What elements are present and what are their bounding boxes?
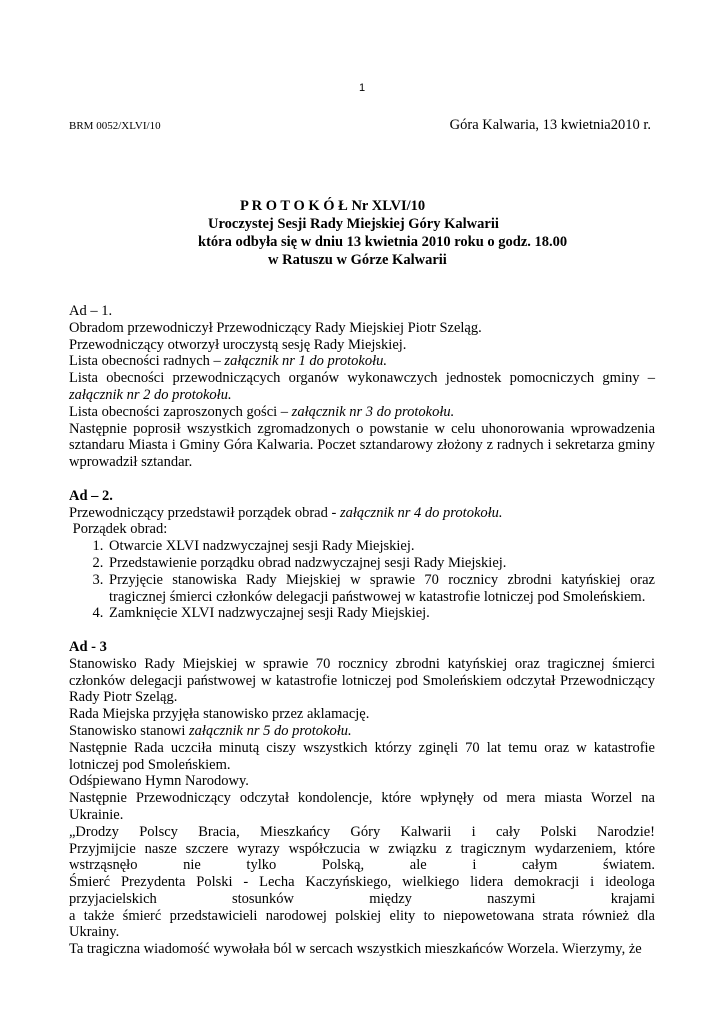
title-line-4: w Ratuszu w Górze Kalwarii — [268, 252, 447, 268]
paragraph — [69, 505, 655, 522]
paragraph — [69, 353, 655, 370]
letter-line: a także śmierć przedstawicieli narodowej polskiej elity to niepowetowana strata również dla — [69, 907, 655, 924]
agenda-item: 2. Przedstawienie porządku obrad nadzwyczajnej sesji Rady Miejskiej. — [107, 555, 655, 572]
agenda-label: Porządek obrad: — [69, 521, 168, 538]
letter-line: wstrząsnęło nie tylko Polską, ale i całym światem. — [69, 857, 655, 874]
section-ad-2 — [69, 488, 655, 622]
letter-line: przyjacielskich stosunków między naszymi krajami — [69, 890, 655, 907]
attachment-reference: załącznik nr 3 do protokołu. — [291, 403, 455, 420]
paragraph-text: Lista obecności radnych – — [69, 353, 225, 370]
place-date: Góra Kalwaria, 13 kwietnia2010 r. — [449, 117, 651, 133]
paragraph — [69, 404, 655, 421]
section-ad-1 — [69, 303, 655, 471]
title-line-2: Uroczystej Sesji Rady Miejskiej Góry Kalwarii — [208, 216, 499, 232]
letter-line: „Drodzy Polscy Bracia, Mieszkańcy Góry Kalwarii i cały Polski Narodzie! — [69, 823, 655, 840]
paragraph: Stanowisko Rady Miejskiej w sprawie 70 rocznicy zbrodni katyńskiej oraz tragicznej śmierci członków delegacji państwowej w katastrofie lotniczej pod Smoleńskiem odczytał Przewodniczący Rady Piotr Szeląg. — [69, 655, 655, 706]
attachment-reference: załącznik nr 1 do protokołu. — [224, 353, 388, 370]
paragraph-text: Lista obecności zaproszonych gości – — [69, 403, 292, 420]
letter-line: Przyjmijcie nasze szczere wyrazy współczucia w związku z tragicznym wydarzeniem, które — [69, 840, 655, 857]
letter-line: Ukrainy. — [69, 924, 120, 941]
section-heading: Ad – 2. — [69, 487, 113, 504]
title-line-1: P R O T O K Ó Ł Nr XLVI/10 — [240, 198, 426, 214]
paragraph: Ta tragiczna wiadomość wywołała ból w sercach wszystkich mieszkańców Worzela. Wierzymy, że — [69, 941, 642, 958]
paragraph-text: Przewodniczący przedstawił porządek obrad - — [69, 504, 340, 521]
title-block — [0, 197, 724, 269]
document-body — [69, 303, 655, 958]
page-number: 1 — [358, 82, 366, 94]
letter-line: Śmierć Prezydenta Polski - Lecha Kaczyńskiego, wielkiego lidera demokracji i ideologa — [69, 874, 655, 891]
paragraph: Obradom przewodniczył Przewodniczący Rady Miejskiej Piotr Szeląg. — [69, 319, 482, 336]
attachment-reference: załącznik nr 5 do protokołu. — [189, 722, 352, 739]
paragraph — [69, 370, 655, 404]
paragraph-text: Lista obecności przewodniczących organów wykonawczych jednostek pomocniczych gminy – — [69, 370, 655, 387]
section-heading: Ad – 1. — [69, 303, 113, 319]
section-heading: Ad - 3 — [69, 638, 107, 655]
paragraph: Następnie Rada uczciła minutą ciszy wszystkich którzy zginęli 70 lat temu oraz w katastrofie lotniczej pod Smoleńskiem. — [69, 739, 655, 773]
paragraph: Następnie poprosił wszystkich zgromadzonych o powstanie w celu uhonorowania wprowadzenia sztandaru Miasta i Gminy Góra Kalwaria. Poczet sztandarowy złożony z radnych i sekretarza gminy wprowadził sztandar. — [69, 420, 655, 471]
attachment-reference: załącznik nr 4 do protokołu. — [339, 504, 503, 521]
title-line-3: która odbyła się w dniu 13 kwietnia 2010 roku o godz. 18.00 — [198, 234, 568, 250]
agenda-item: 1. Otwarcie XLVI nadzwyczajnej sesji Rady Miejskiej. — [107, 538, 655, 555]
section-ad-3 — [69, 639, 655, 958]
agenda-item: 3. Przyjęcie stanowiska Rady Miejskiej w sprawie 70 rocznicy zbrodni katyńskiej oraz tragicznej śmierci członków delegacji państwowej w katastrofie lotniczej pod Smoleńskiem. — [107, 572, 655, 606]
paragraph: Następnie Przewodniczący odczytał kondolencje, które wpłynęły od mera miasta Worzel na Ukrainie. — [69, 790, 655, 823]
paragraph-text: Stanowisko stanowi — [69, 722, 190, 739]
attachment-reference: załącznik nr 2 do protokołu. — [69, 386, 232, 403]
paragraph — [69, 723, 655, 740]
paragraph: Odśpiewano Hymn Narodowy. — [69, 773, 249, 790]
agenda-list — [69, 538, 655, 622]
condolence-letter — [69, 824, 655, 942]
paragraph: Rada Miejska przyjęła stanowisko przez aklamację. — [69, 706, 370, 723]
paragraph: Przewodniczący otworzył uroczystą sesję Rady Miejskiej. — [69, 336, 407, 353]
agenda-item: 4. Zamknięcie XLVI nadzwyczajnej sesji Rady Miejskiej. — [107, 605, 655, 622]
document-reference: BRM 0052/XLVI/10 — [69, 120, 161, 132]
